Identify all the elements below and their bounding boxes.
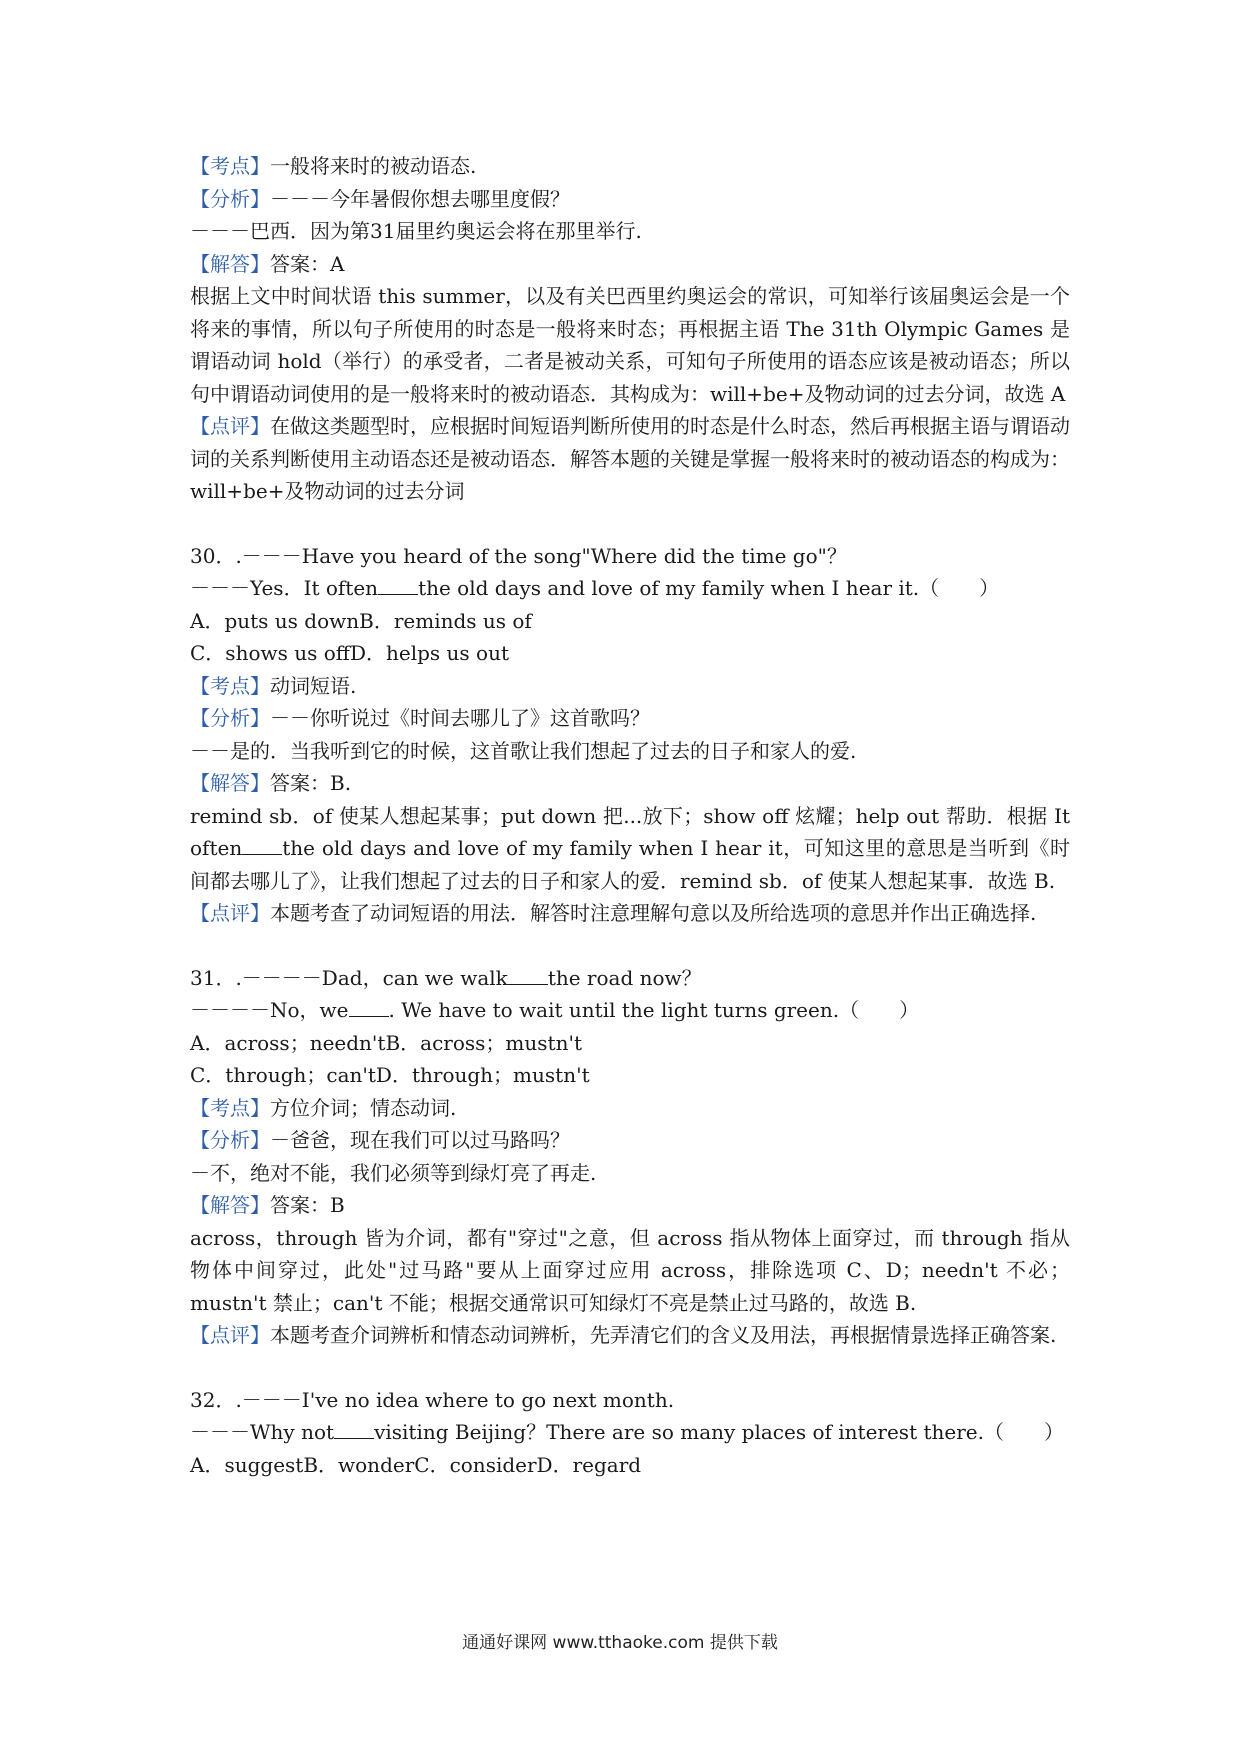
q31-fenxi: 【分析】－爸爸，现在我们可以过马路吗？ [190, 1128, 570, 1152]
q30-jieda: 【解答】答案：B. [190, 771, 352, 795]
dianping-tag: 【点评】 [190, 414, 270, 438]
q30-stem: 30．.－－－Have you heard of the song"Where did the time go"？ [190, 543, 847, 568]
kaodian-tag: 【考点】 [190, 673, 270, 698]
q30-fenxi: 【分析】－－你听说过《时间去哪儿了》这首歌吗？ [190, 706, 650, 730]
q30-dialog: －－－Yes．It often the old days and love of my family when I hear it.（ ） [190, 576, 1000, 600]
q31-kaodian: 【考点】方位介词；情态动词. [190, 1095, 457, 1120]
answer-blank [378, 576, 418, 595]
q30-kaodian: 【考点】动词短语. [190, 673, 357, 698]
jieda-tag: 【解答】 [190, 1193, 270, 1217]
q29-dianping: 【点评】在做这类题型时，应根据时间短语判断所使用的时态是什么时态，然后再根据主语与谓语动词的关系判断使用主动语态还是被动语态．解答本题的关键是掌握一般将来时的被动语态的构成为：will+be+及物动词的过去分词 [190, 414, 1070, 503]
page-footer: 通通好课网 www.tthaoke.com 提供下载 [462, 1633, 778, 1653]
q32-options: A．suggestB．wonderC．considerD．regard [190, 1452, 642, 1477]
kaodian-tag: 【考点】 [190, 154, 270, 178]
fenxi-tag: 【分析】 [190, 186, 270, 211]
answer-blank [508, 966, 548, 985]
fenxi-tag: 【分析】 [190, 1128, 270, 1152]
q29-kaodian: 【考点】一般将来时的被动语态. [190, 154, 477, 178]
answer-blank [242, 836, 282, 855]
q30-fenxi-answer: －－是的．当我听到它的时候，这首歌让我们想起了过去的日子和家人的爱. [190, 738, 857, 763]
dianping-tag: 【点评】 [190, 1323, 270, 1347]
q30-dianping: 【点评】本题考查了动词短语的用法．解答时注意理解句意以及所给选项的意思并作出正确选择. [190, 901, 1037, 925]
jieda-tag: 【解答】 [190, 251, 270, 276]
kaodian-tag: 【考点】 [190, 1095, 270, 1120]
fenxi-tag: 【分析】 [190, 706, 270, 730]
document-body [190, 150, 1070, 1481]
q31-fenxi-answer: －不，绝对不能，我们必须等到绿灯亮了再走. [190, 1160, 597, 1185]
q31-jieda: 【解答】答案：B [190, 1193, 345, 1217]
q31-options-cd: C．through；can'tD．through；mustn't [190, 1063, 590, 1087]
dianping-tag: 【点评】 [190, 901, 270, 925]
q29-explanation: 根据上文中时间状语 this summer，以及有关巴西里约奥运会的常识，可知举行该届奥运会是一个将来的事情，所以句子所使用的时态是一般将来时态；再根据主语 The 31th Olympic Games 是谓语动词 hold（举行）的承受者，二者是被动关系，可知句子所使用的语态应该是被动语态；所以句中谓语动词使用的是一般将来时的被动语态．其构成为：will+be+及物动词的过去分词，故选 A [190, 284, 1070, 406]
answer-blank [349, 998, 389, 1017]
q29-jieda: 【解答】答案：A [190, 251, 345, 276]
q32-dialog: －－－Why not visiting Beijing？There are so many places of interest there.（ ） [190, 1420, 1064, 1444]
q31-explanation: across，through 皆为介词，都有"穿过"之意，但 across 指从物体上面穿过，而 through 指从物体中间穿过，此处"过马路"要从上面穿过应用 across，排除选项 C、D；needn't 不必；mustn't 禁止；can't 不能；根据交通常识可知绿灯不亮是禁止过马路的，故选 B. [190, 1225, 1070, 1315]
q30-explanation: remind sb．of 使某人想起某事；put down 把...放下；show off 炫耀；help out 帮助．根据 It often the old days and love of my family when I hear it，可知这里的意思是当听到《时间都去哪儿了》，让我们想起了过去的日子和家人的爱．remind sb．of 使某人想起某事．故选 B. [190, 803, 1070, 893]
q31-dialog: －－－－No，we . We have to wait until the light turns green.（ ） [190, 998, 920, 1022]
q30-options-cd: C．shows us offD．helps us out [190, 641, 510, 665]
answer-blank [334, 1420, 374, 1439]
q29-fenxi-answer: －－－巴西．因为第31届里约奥运会将在那里举行. [190, 219, 642, 243]
q32-stem: 32．.－－－I've no idea where to go next month. [190, 1387, 675, 1412]
q31-stem: 31．.－－－－Dad，can we walk the road now？ [190, 965, 702, 990]
q31-dianping: 【点评】本题考查介词辨析和情态动词辨析，先弄清它们的含义及用法，再根据情景选择正确答案. [190, 1323, 1057, 1347]
q31-options-ab: A．across；needn'tB．across；mustn't [190, 1030, 582, 1055]
jieda-tag: 【解答】 [190, 771, 270, 795]
q29-fenxi: 【分析】－－－今年暑假你想去哪里度假？ [190, 186, 570, 211]
q30-options-ab: A．puts us downB．reminds us of [190, 608, 532, 633]
